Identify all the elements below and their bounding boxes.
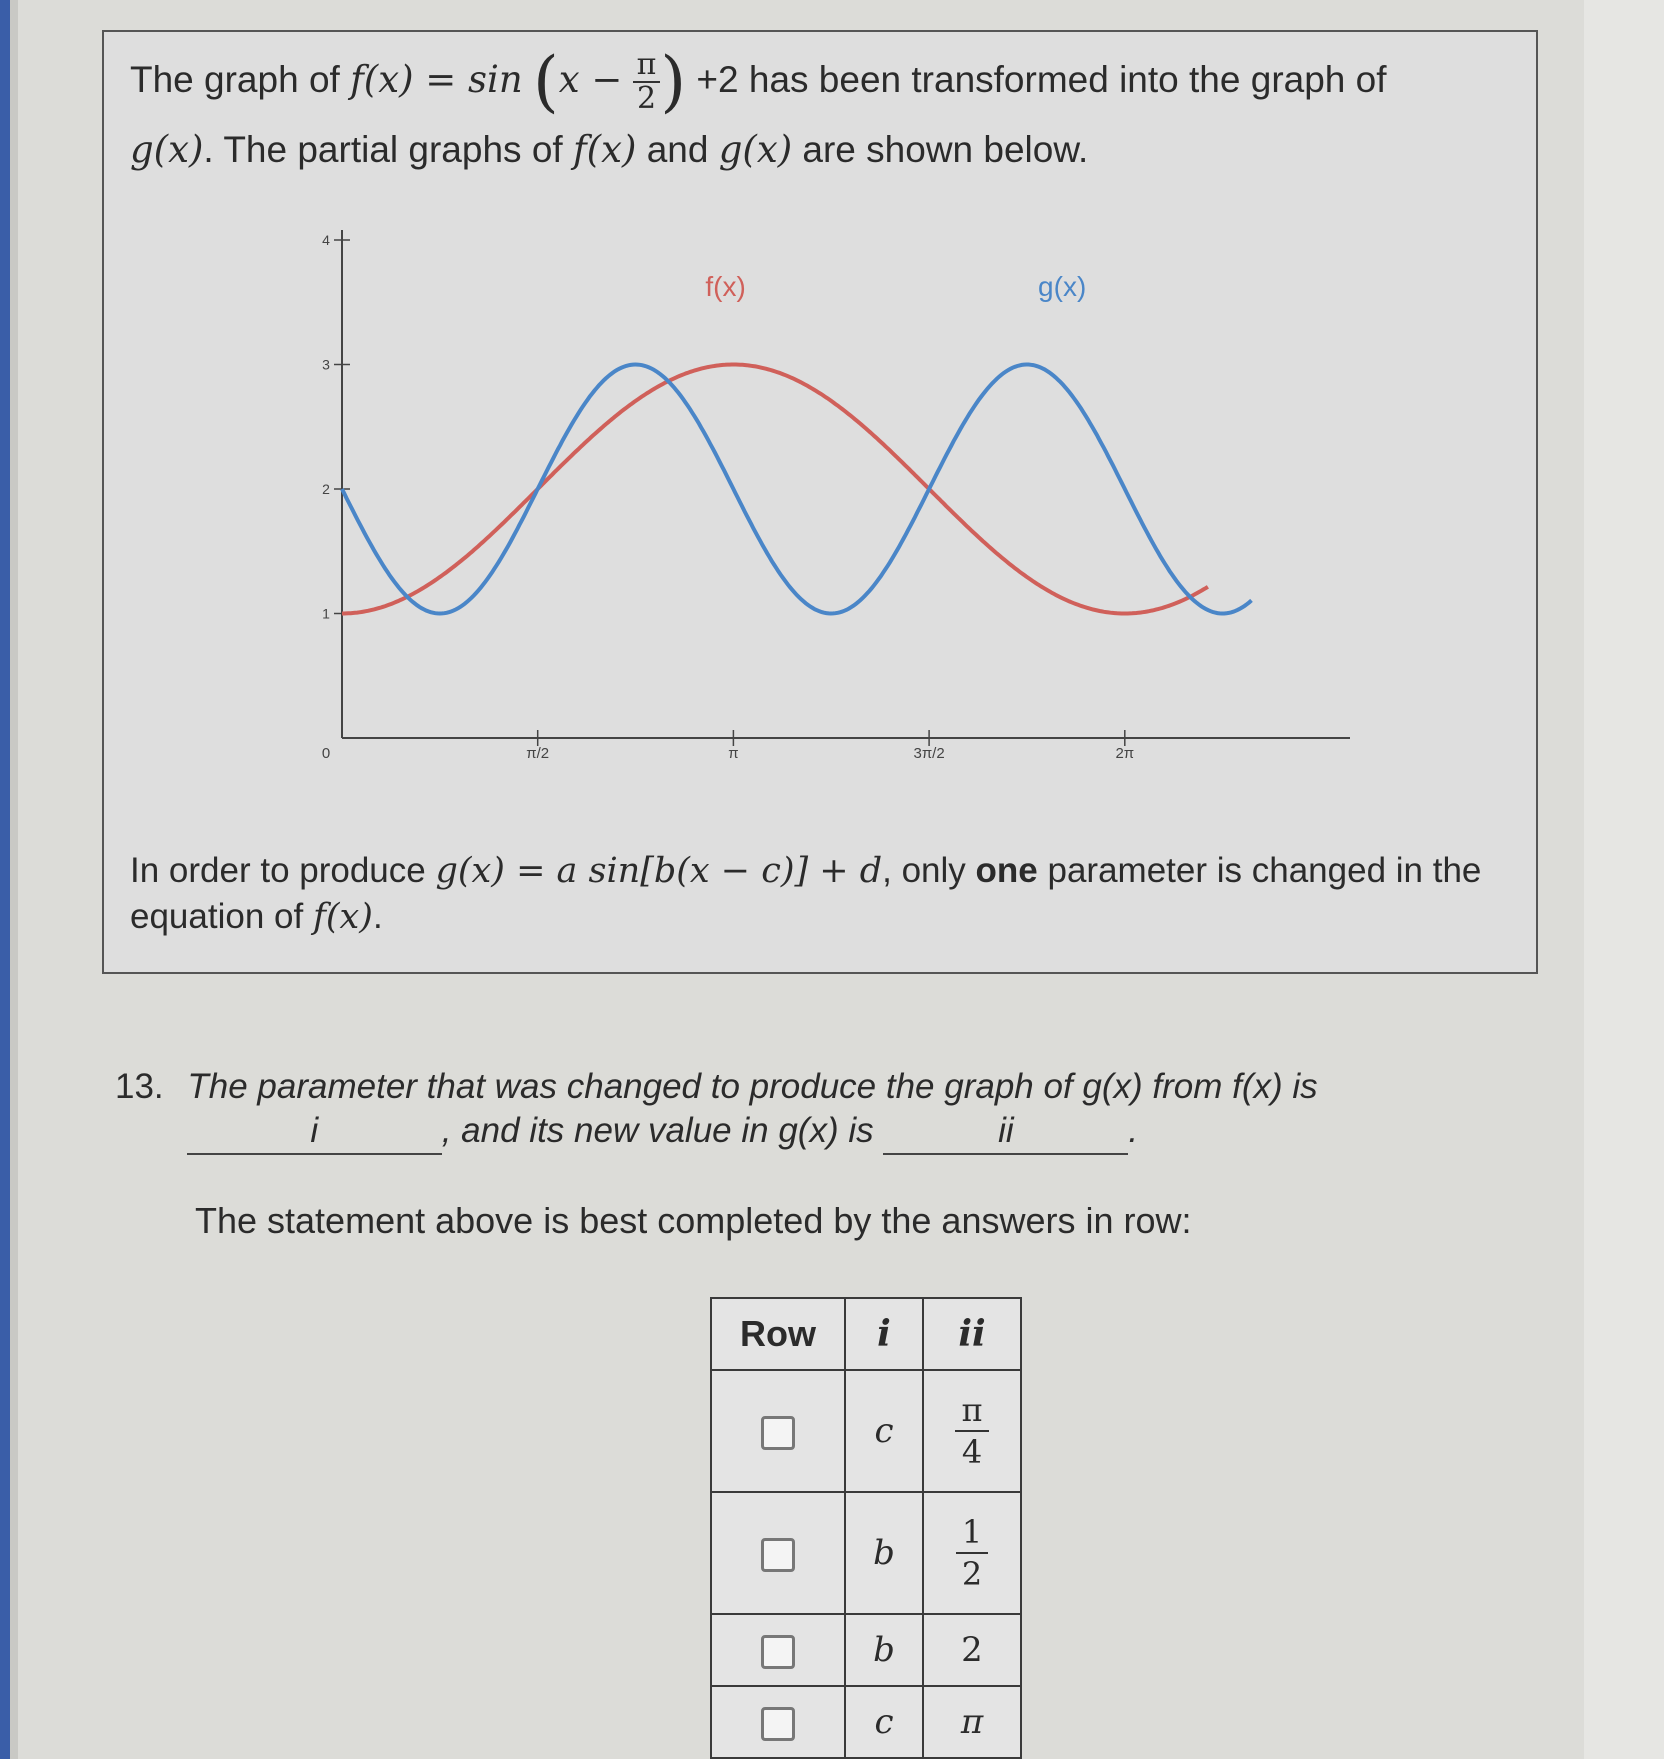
series-label-g: g(x) bbox=[1038, 271, 1087, 303]
intro-text: The graph of bbox=[130, 59, 340, 100]
row-4-ii: π bbox=[923, 1686, 1021, 1758]
fraction-denominator: 2 bbox=[636, 81, 657, 117]
inner-x: x − bbox=[558, 58, 623, 101]
row-3-ii: 2 bbox=[923, 1614, 1021, 1686]
header-i: i bbox=[845, 1298, 923, 1370]
row-1-ii-num: π bbox=[955, 1390, 988, 1432]
row-1-ii-den: 4 bbox=[961, 1433, 983, 1471]
row-2-checkbox[interactable] bbox=[761, 1538, 795, 1572]
pi-over-two-fraction bbox=[633, 49, 661, 115]
prompt-text: The statement above is best completed by the answers in row: bbox=[195, 1200, 1192, 1241]
question-period: . bbox=[1128, 1111, 1139, 1150]
x-tick-label: 0 bbox=[321, 745, 331, 762]
row-1-ii bbox=[923, 1370, 1021, 1492]
partial-graph-text: . The partial graphs of bbox=[203, 129, 563, 170]
fraction-numerator: π bbox=[633, 49, 661, 83]
row-4-checkbox-cell[interactable] bbox=[711, 1686, 845, 1758]
table-header-row bbox=[711, 1298, 1021, 1370]
row-1-checkbox-cell[interactable] bbox=[711, 1370, 845, 1492]
f-expression: f(x) = sin bbox=[350, 58, 523, 101]
series-line-g bbox=[342, 365, 1252, 614]
footer-bold-one: one bbox=[975, 851, 1038, 890]
screen-right-edge bbox=[1584, 0, 1664, 1759]
question-text-1: The parameter that was changed to produce the graph of g(x) from f(x) is bbox=[187, 1067, 1318, 1106]
table-row bbox=[711, 1370, 1021, 1492]
x-tick-label: 2π bbox=[1115, 745, 1135, 762]
blank-i bbox=[187, 1111, 442, 1155]
row-2-ii-num: 1 bbox=[956, 1512, 988, 1554]
transform-text: +2 has been transformed into the graph of bbox=[696, 59, 1387, 100]
x-tick-label: π/2 bbox=[526, 745, 550, 762]
stimulus-line-1 bbox=[130, 40, 1480, 120]
row-2-ii bbox=[923, 1492, 1021, 1614]
table-row bbox=[711, 1686, 1021, 1758]
and-text: and bbox=[646, 129, 709, 170]
stimulus-line-2 bbox=[130, 120, 1480, 180]
close-paren: ) bbox=[660, 43, 687, 121]
y-tick-label: 2 bbox=[322, 481, 330, 497]
screen-left-edge bbox=[0, 0, 18, 1759]
open-paren: ( bbox=[532, 43, 559, 121]
function-graph bbox=[310, 220, 1360, 780]
header-row: Row bbox=[711, 1298, 845, 1370]
footer-period: . bbox=[372, 897, 383, 936]
row-4-i: c bbox=[845, 1686, 923, 1758]
footer-text-2: , only bbox=[882, 851, 966, 890]
f-label: f(x) bbox=[572, 128, 637, 171]
blank-ii-label: ii bbox=[998, 1111, 1014, 1150]
question-13 bbox=[115, 1065, 1445, 1155]
table-row bbox=[711, 1614, 1021, 1686]
row-3-checkbox-cell[interactable] bbox=[711, 1614, 845, 1686]
footer-text-1: In order to produce bbox=[130, 851, 426, 890]
row-3-checkbox[interactable] bbox=[761, 1635, 795, 1669]
g-label: g(x) bbox=[130, 128, 204, 171]
g-label-2: g(x) bbox=[718, 128, 793, 171]
stimulus-footer bbox=[130, 848, 1510, 940]
row-1-checkbox[interactable] bbox=[761, 1416, 795, 1450]
row-2-checkbox-cell[interactable] bbox=[711, 1492, 845, 1614]
general-equation: g(x) = a sin[b(x − c)] + d bbox=[435, 851, 883, 891]
blank-i-label: i bbox=[310, 1111, 319, 1150]
stimulus-intro bbox=[130, 40, 1480, 180]
header-ii: ii bbox=[923, 1298, 1021, 1370]
row-1-i: c bbox=[845, 1370, 923, 1492]
y-tick-label: 4 bbox=[322, 232, 330, 248]
shown-below-text: are shown below. bbox=[802, 129, 1089, 170]
series-label-f: f(x) bbox=[705, 271, 746, 303]
row-2-ii-fraction bbox=[956, 1512, 988, 1594]
x-tick-label: π bbox=[728, 745, 739, 762]
question-text-2: , and its new value in g(x) is bbox=[441, 1111, 874, 1150]
row-1-ii-fraction bbox=[955, 1390, 988, 1472]
footer-f: f(x) bbox=[312, 897, 373, 937]
question-number: 13. bbox=[115, 1067, 164, 1106]
y-tick-label: 3 bbox=[322, 356, 330, 373]
row-2-ii-den: 2 bbox=[961, 1555, 983, 1593]
row-3-i: b bbox=[845, 1614, 923, 1686]
row-4-checkbox[interactable] bbox=[761, 1707, 795, 1741]
blank-ii bbox=[883, 1111, 1128, 1155]
row-2-i: b bbox=[845, 1492, 923, 1614]
y-tick-label: 1 bbox=[322, 605, 330, 622]
table-row bbox=[711, 1492, 1021, 1614]
graph-svg bbox=[310, 220, 1360, 780]
footer-text-3: parameter is changed in the equation of bbox=[130, 851, 1482, 936]
answer-table bbox=[710, 1297, 1022, 1759]
x-tick-label: 3π/2 bbox=[913, 745, 945, 762]
